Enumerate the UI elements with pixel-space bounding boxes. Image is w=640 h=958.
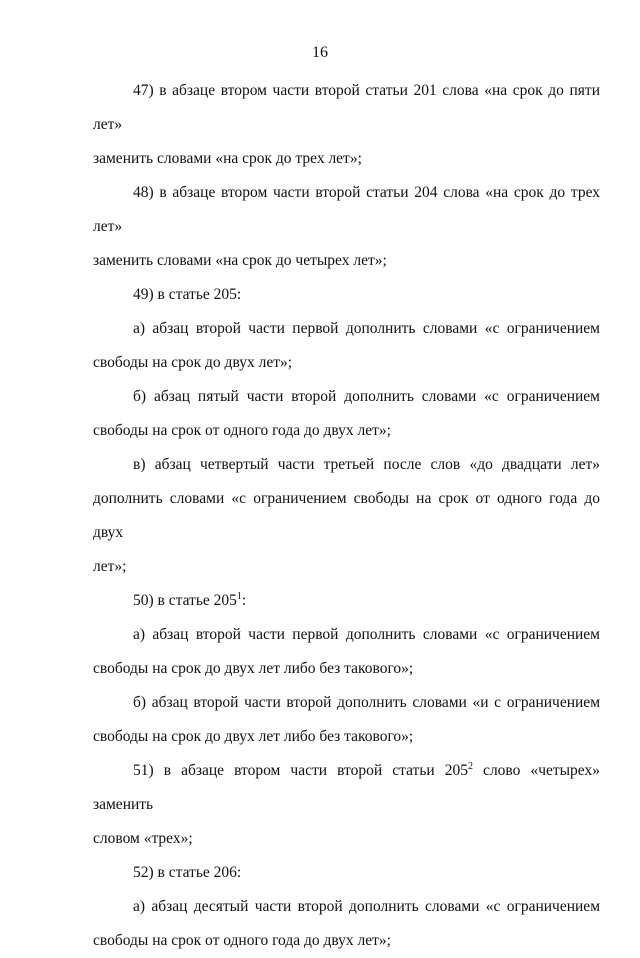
- text-line: [93, 584, 600, 618]
- superscript: 1: [236, 591, 242, 602]
- text-run: :: [241, 592, 247, 609]
- text-line: б) абзац второй части второй дополнить словами «и с ограничением: [133, 694, 600, 711]
- paragraph-52a: [93, 890, 600, 958]
- text-line: дополнить словами «с ограничением свободы на срок от одного года до двух: [93, 490, 600, 541]
- text-line: 49) в статье 205:: [133, 286, 242, 303]
- page-number: 16: [312, 44, 328, 61]
- paragraph-49v: [93, 448, 600, 584]
- text-line: а) абзац второй части первой дополнить словами «с ограничением: [133, 626, 600, 643]
- text-run: 51) в абзаце втором части второй статьи 205: [133, 762, 468, 779]
- text-line: словом «трех»;: [93, 830, 193, 847]
- paragraph-49b: [93, 380, 600, 448]
- paragraph-49: [93, 278, 600, 312]
- superscript: 2: [468, 761, 473, 772]
- text-line: б) абзац пятый части второй дополнить словами «с ограничением: [133, 388, 600, 405]
- text-line: свободы на срок до двух лет либо без такового»;: [93, 660, 414, 677]
- document-body: [93, 74, 600, 958]
- text-line: в) абзац четвертый части третьей после слов «до двадцати лет»: [133, 456, 600, 473]
- text-line: свободы на срок от одного года до двух лет»;: [93, 932, 391, 949]
- text-line: 48) в абзаце втором части второй статьи 204 слова «на срок до трех лет»: [93, 184, 600, 235]
- text-line: 52) в статье 206:: [133, 864, 242, 881]
- text-run: слово «четырех» заменить: [93, 762, 600, 813]
- paragraph-50b: [93, 686, 600, 754]
- text-line: а) абзац десятый части второй дополнить словами «с ограничением: [133, 898, 600, 915]
- text-line: лет»;: [93, 558, 127, 575]
- paragraph-47: [93, 74, 600, 176]
- text-line: а) абзац второй части первой дополнить словами «с ограничением: [133, 320, 600, 337]
- paragraph-48: [93, 176, 600, 278]
- paragraph-51: [93, 754, 600, 856]
- text-line: 47) в абзаце втором части второй статьи 201 слова «на срок до пяти лет»: [93, 82, 600, 133]
- paragraph-49a: [93, 312, 600, 380]
- text-line: свободы на срок до двух лет либо без такового»;: [93, 728, 414, 745]
- text-line: заменить словами «на срок до трех лет»;: [93, 150, 362, 167]
- text-run: 50) в статье 205: [133, 592, 237, 609]
- text-line: заменить словами «на срок до четырех лет»;: [93, 252, 387, 269]
- paragraph-50: [93, 584, 600, 618]
- text-line: свободы на срок до двух лет»;: [93, 354, 293, 371]
- paragraph-50a: [93, 618, 600, 686]
- text-line: свободы на срок от одного года до двух лет»;: [93, 422, 391, 439]
- text-line: [93, 754, 600, 822]
- paragraph-52: [93, 856, 600, 890]
